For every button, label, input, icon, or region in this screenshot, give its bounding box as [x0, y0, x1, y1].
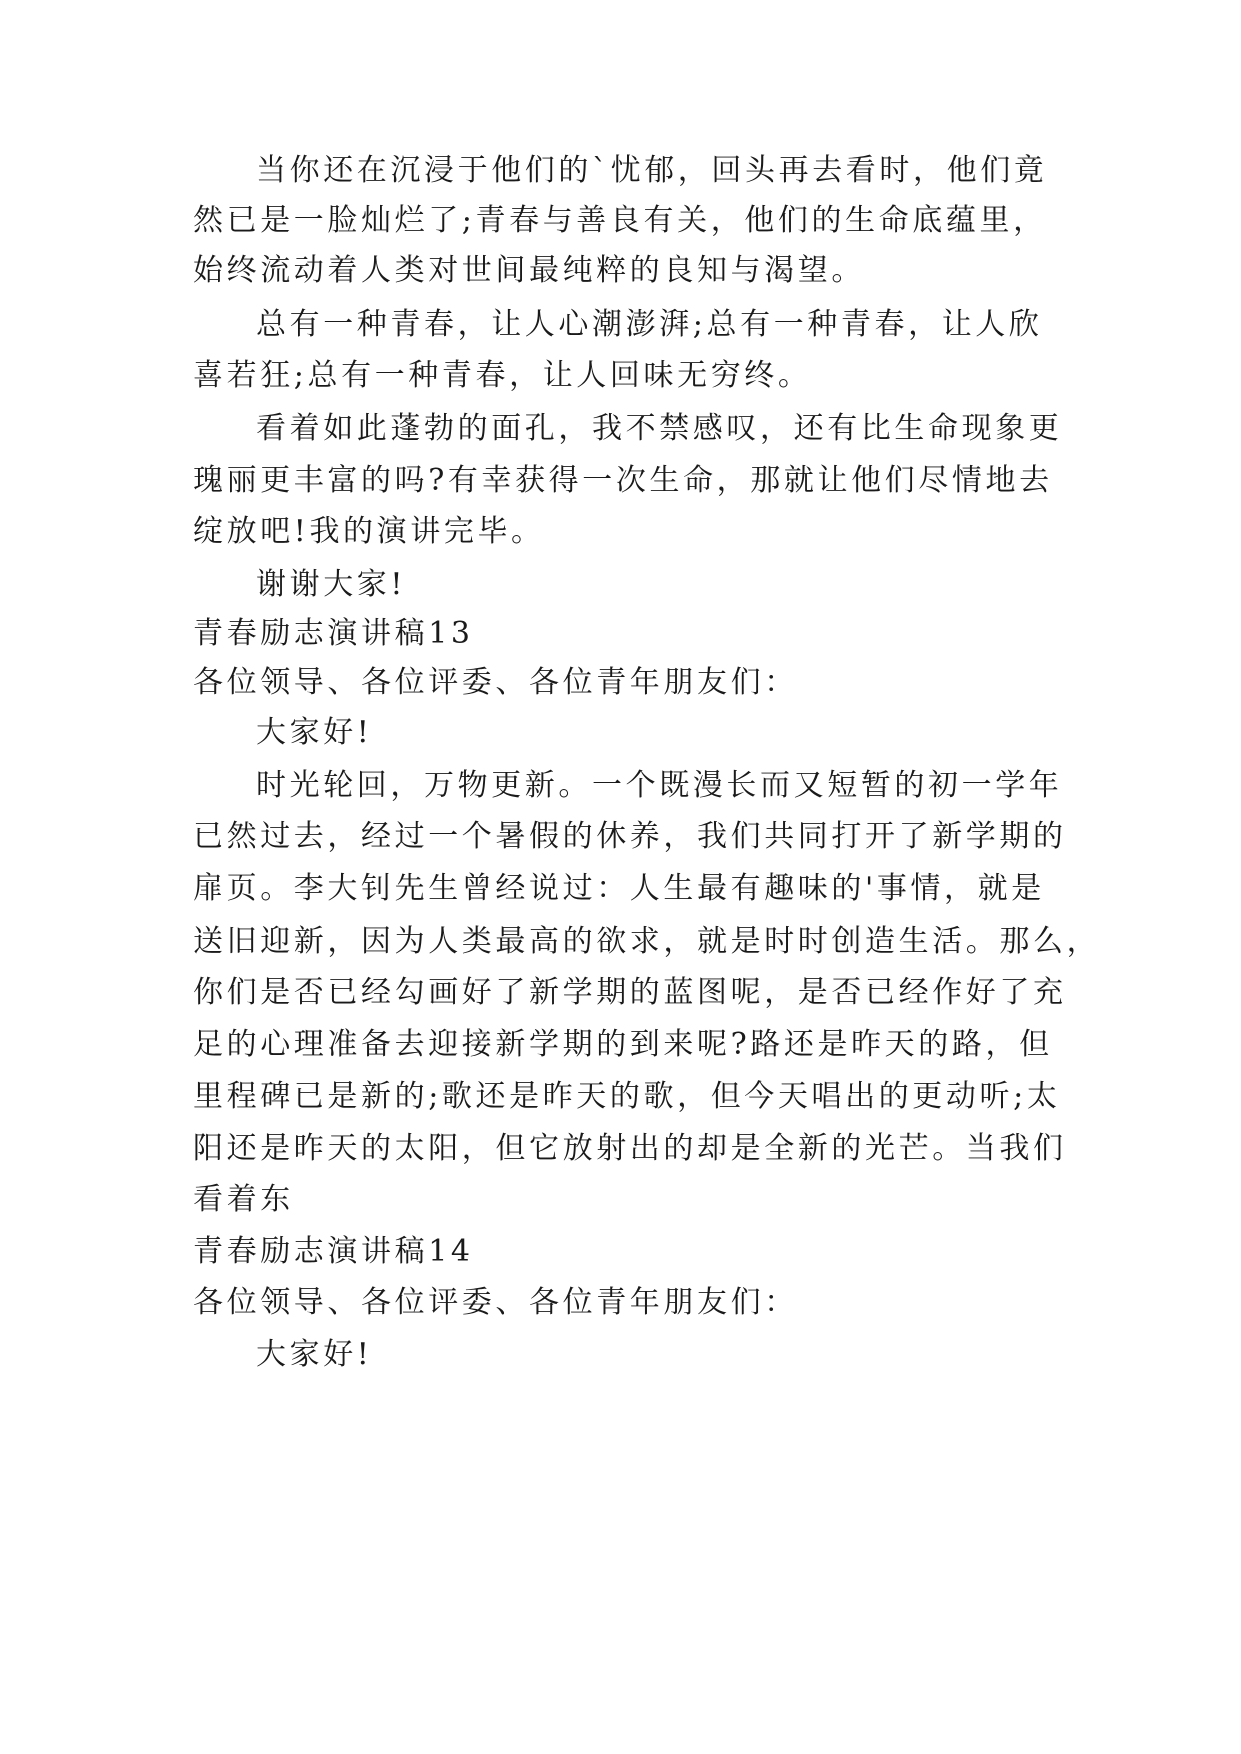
- section-heading: 青春励志演讲稿13: [193, 616, 474, 651]
- section-heading: 青春励志演讲稿14: [193, 1234, 474, 1269]
- paragraph-line: 阳还是昨天的太阳，但它放射出的却是全新的光芒。当我们: [193, 1131, 1067, 1166]
- paragraph-line: 瑰丽更丰富的吗?有幸获得一次生命，那就让他们尽情地去: [193, 463, 1053, 498]
- paragraph-line: 扉页。李大钊先生曾经说过：人生最有趣味的'事情，就是: [193, 871, 1045, 906]
- greeting: 大家好!: [256, 715, 373, 750]
- closing-line: 谢谢大家!: [256, 567, 407, 602]
- greeting: 大家好!: [256, 1337, 373, 1372]
- paragraph-line: 看着如此蓬勃的面孔，我不禁感叹，还有比生命现象更: [256, 411, 1063, 446]
- paragraph-line: 始终流动着人类对世间最纯粹的良知与渴望。: [193, 253, 865, 288]
- paragraph-line: 总有一种青春，让人心潮澎湃;总有一种青春，让人欣: [256, 307, 1043, 342]
- salutation: 各位领导、各位评委、各位青年朋友们：: [193, 1285, 798, 1320]
- paragraph-line: 绽放吧!我的演讲完毕。: [193, 514, 545, 549]
- paragraph-line: 看着东: [193, 1182, 294, 1217]
- paragraph-line: 然已是一脸灿烂了;青春与善良有关，他们的生命底蕴里，: [193, 203, 1047, 238]
- paragraph-line: 里程碑已是新的;歌还是昨天的歌，但今天唱出的更动听;太: [193, 1079, 1061, 1114]
- salutation: 各位领导、各位评委、各位青年朋友们：: [193, 665, 798, 700]
- paragraph-line: 你们是否已经勾画好了新学期的蓝图呢，是否已经作好了充: [193, 975, 1067, 1010]
- paragraph-line: 已然过去，经过一个暑假的休养，我们共同打开了新学期的: [193, 819, 1067, 854]
- paragraph-line: 时光轮回，万物更新。一个既漫长而又短暂的初一学年: [256, 768, 1063, 803]
- paragraph-line: 喜若狂;总有一种青春，让人回味无穷终。: [193, 358, 812, 393]
- paragraph-line: 足的心理准备去迎接新学期的到来呢?路还是昨天的路，但: [193, 1027, 1053, 1062]
- paragraph-line: 当你还在沉浸于他们的`忧郁，回头再去看时，他们竟: [256, 153, 1048, 188]
- paragraph-line: 送旧迎新，因为人类最高的欲求，就是时时创造生活。那么，: [193, 924, 1101, 959]
